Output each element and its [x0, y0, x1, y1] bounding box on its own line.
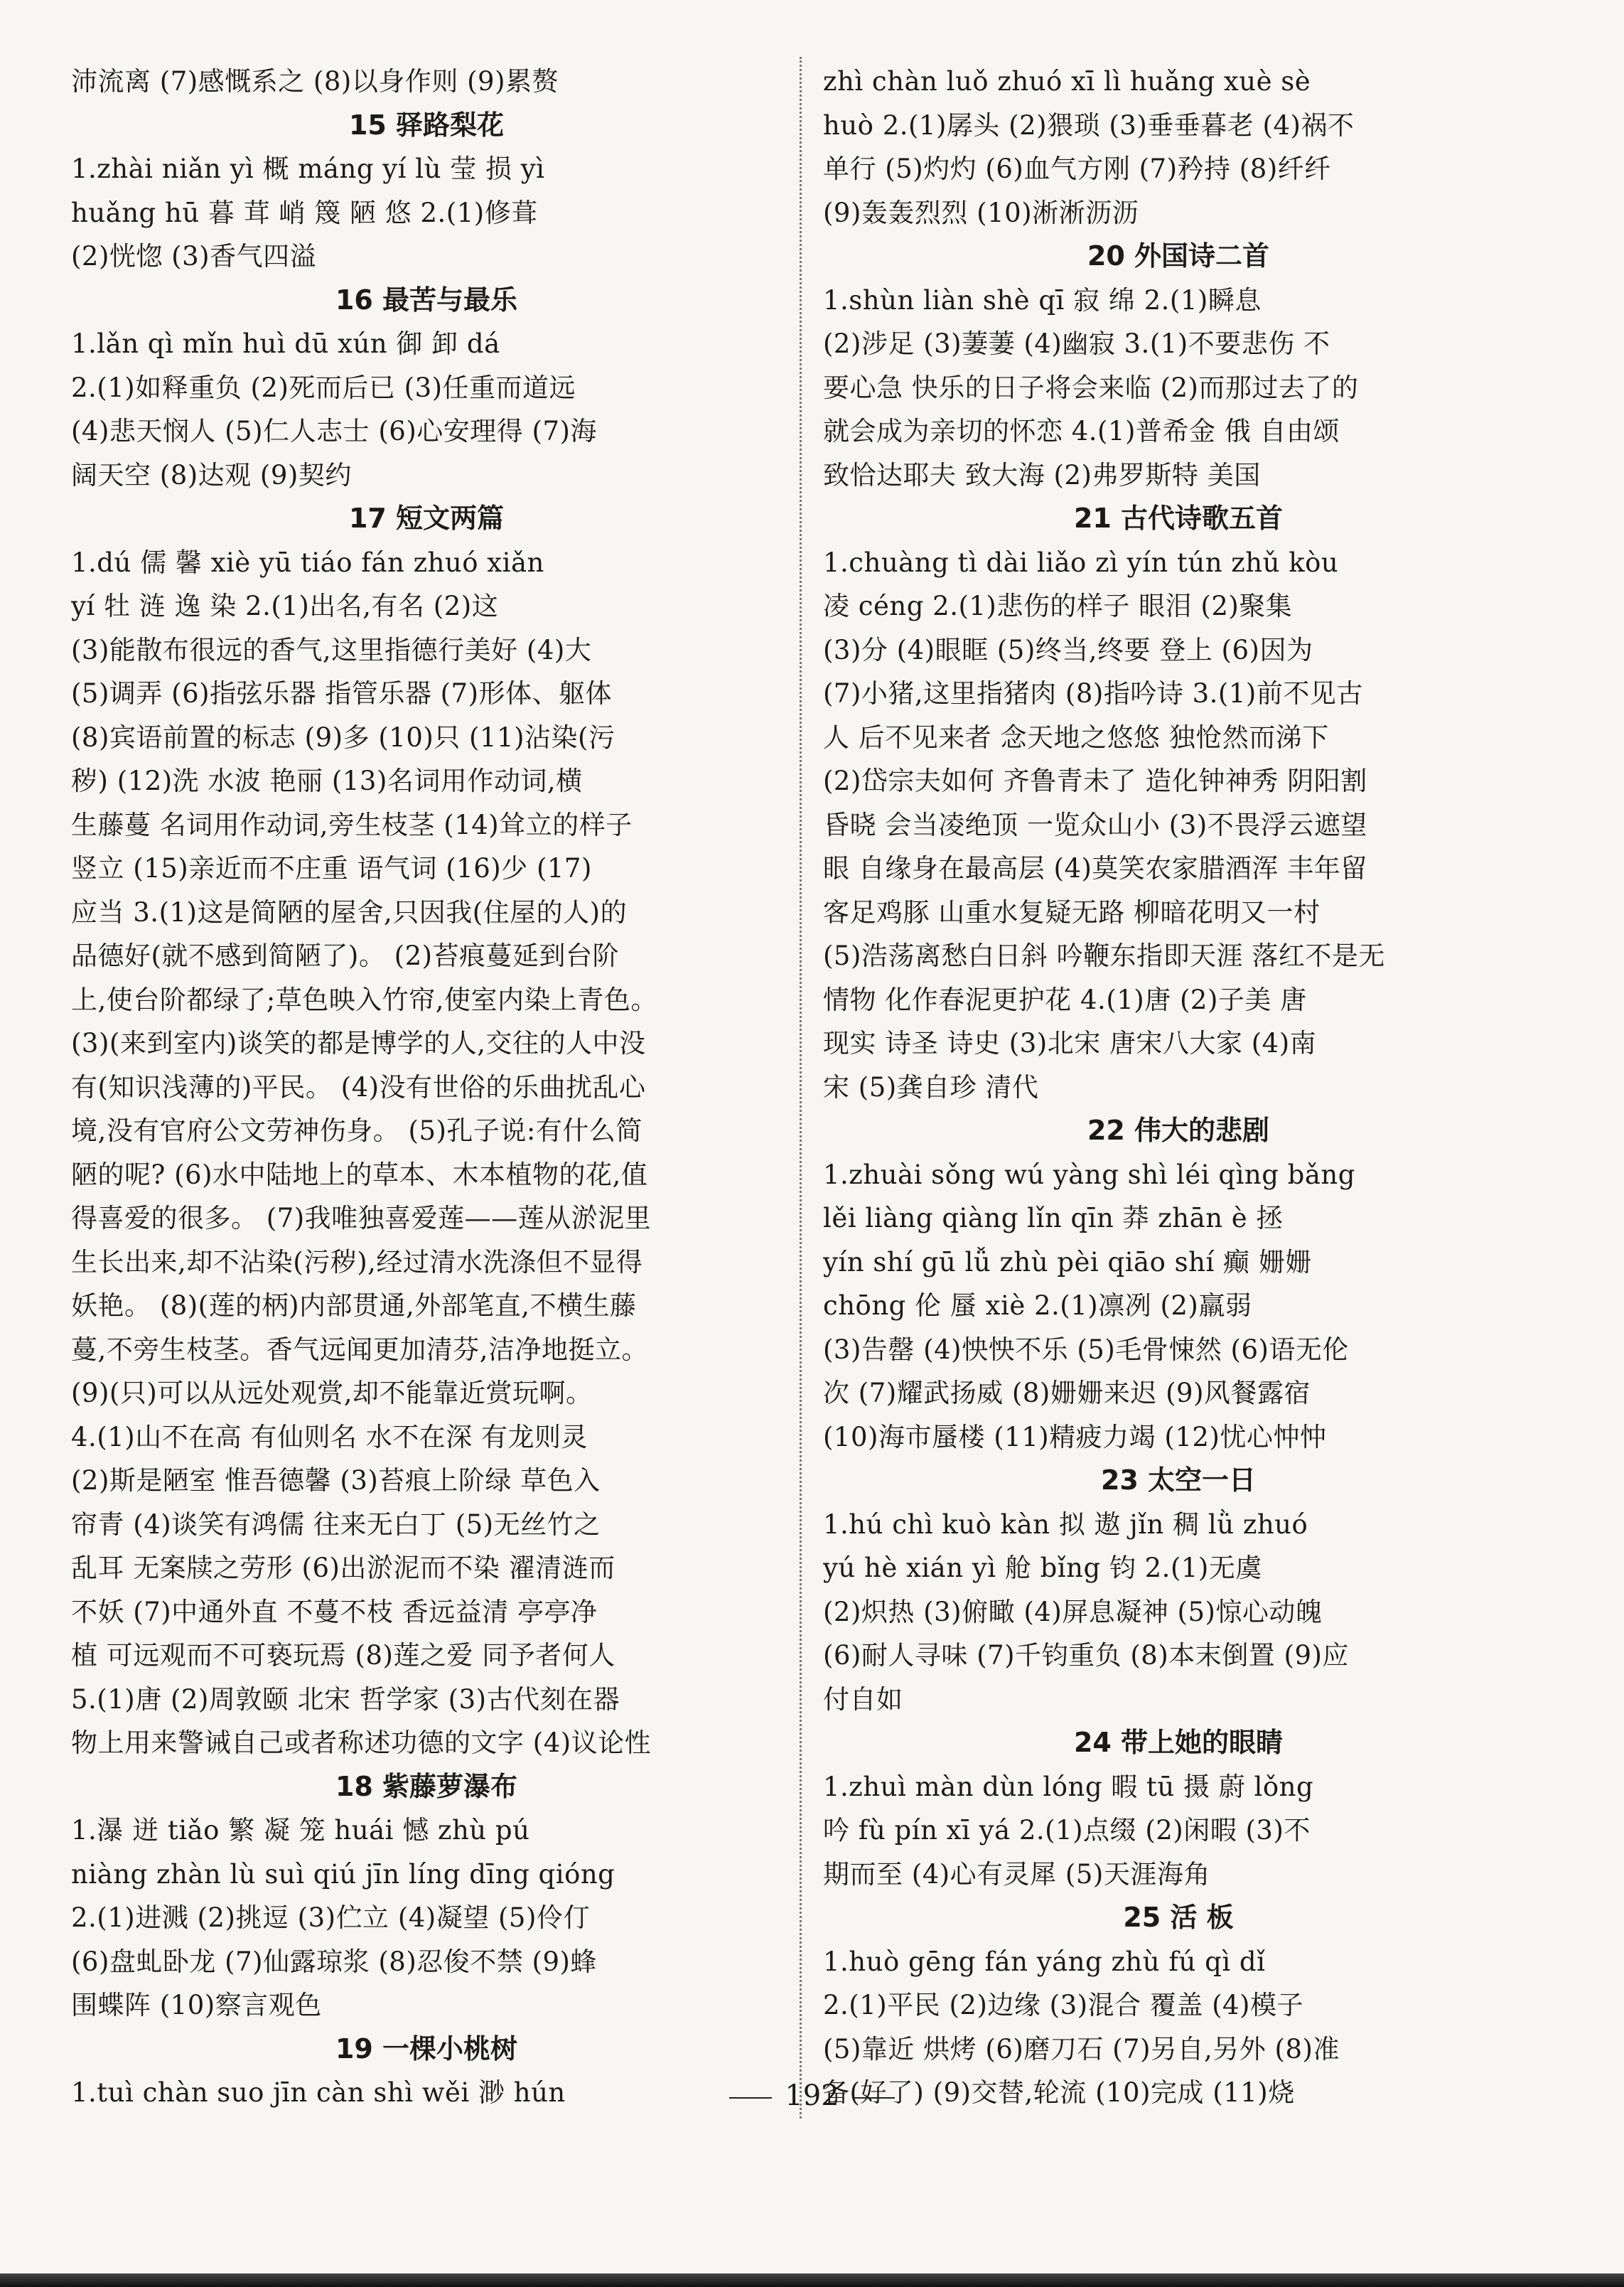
left-column [71, 60, 782, 2115]
answer-line: 单行 (5)灼灼 (6)血气方刚 (7)矜持 (8)纤纤 [823, 154, 1331, 184]
answer-line: 妖艳。 (8)(莲的柄)内部贯通,外部笔直,不横生藤 [71, 1290, 637, 1321]
answer-line: 沛流离 (7)感慨系之 (8)以身作则 (9)累赘 [71, 66, 559, 97]
answer-line: 1.zhài niǎn yì 概 máng yí lù 莹 损 yì [71, 154, 545, 184]
page-number-dash-left [729, 2097, 772, 2099]
lesson-heading: 24 带上她的眼睛 [1073, 1727, 1284, 1758]
answer-line: 围蝶阵 (10)察言观色 [71, 1990, 322, 2020]
page-number-text: 192 [785, 2079, 839, 2112]
answer-line: (6)盘虬卧龙 (7)仙露琼浆 (8)忍俊不禁 (9)蜂 [71, 1946, 597, 1977]
answer-line: 生藤蔓 名词用作动词,旁生枝茎 (14)耸立的样子 [71, 809, 633, 840]
answer-line: 1.hú chì kuò kàn 拟 遨 jǐn 稠 lǜ zhuó [823, 1509, 1308, 1540]
answer-line: (7)小猪,这里指猪肉 (8)指吟诗 3.(1)前不见古 [823, 678, 1363, 709]
answer-line: (5)浩荡离愁白日斜 吟鞭东指即天涯 落红不是无 [823, 941, 1385, 971]
lesson-heading: 21 古代诗歌五首 [1073, 503, 1284, 534]
answer-line: 1.tuì chàn suo jīn càn shì wěi 渺 hún [71, 2077, 566, 2108]
answer-line: yí 牡 涟 逸 染 2.(1)出名,有名 (2)这 [71, 591, 499, 621]
answer-line: (2)涉足 (3)萋萋 (4)幽寂 3.(1)不要悲伤 不 [823, 328, 1330, 359]
answer-line: 应当 3.(1)这是简陋的屋舍,只因我(住屋的人)的 [71, 896, 628, 928]
answer-line: yín shí gū lǚ zhù pèi qiāo shí 癫 姗姗 [823, 1246, 1312, 1278]
answer-line: 1.dú 儒 馨 xiè yū tiáo fán zhuó xiǎn [71, 547, 544, 578]
answer-line: niàng zhàn lù suì qiú jīn líng dīng qióng [71, 1858, 615, 1890]
answer-line: 1.chuàng tì dài liǎo zì yín tún zhǔ kòu [823, 547, 1339, 578]
answer-line: (2)恍惚 (3)香气四溢 [71, 241, 317, 272]
answer-line: 要心急 快乐的日子将会来临 (2)而那过去了的 [823, 372, 1359, 403]
page-number-dash-right [852, 2097, 895, 2099]
answer-line: (2)岱宗夫如何 齐鲁青未了 造化钟神秀 阴阳割 [823, 766, 1367, 796]
answer-line: (5)调弄 (6)指弦乐器 指管乐器 (7)形体、躯体 [71, 678, 613, 709]
answer-line: zhì chàn luǒ zhuó xī lì huǎng xuè sè [823, 66, 1311, 97]
answer-line: 1.huò gēng fán yáng zhù fú qì dǐ [823, 1946, 1266, 1977]
answer-line: 不妖 (7)中通外直 不蔓不枝 香远益清 亭亭净 [71, 1596, 598, 1627]
lesson-heading: 17 短文两篇 [348, 503, 505, 534]
answer-line: 蔓,不旁生枝茎。香气远闻更加清芬,洁净地挺立。 [71, 1334, 649, 1365]
answer-line: (3)能散布很远的香气,这里指德行美好 (4)大 [71, 634, 592, 665]
lesson-heading: 15 驿路梨花 [348, 109, 505, 141]
answer-line: 眼 自缘身在最高层 (4)莫笑农家腊酒浑 丰年留 [823, 853, 1367, 884]
answer-line: lěi liàng qiàng lǐn qīn 莽 zhān è 拯 [823, 1203, 1283, 1233]
answer-line: 品德好(就不感到简陋了)。 (2)苔痕蔓延到台阶 [71, 941, 620, 971]
lesson-heading: 23 太空一日 [1100, 1464, 1257, 1496]
answer-line: 秽) (12)洗 水波 艳丽 (13)名词用作动词,横 [71, 766, 583, 796]
answer-line: chōng 伦 蜃 xiè 2.(1)凛冽 (2)羸弱 [823, 1290, 1252, 1321]
answer-line: 生长出来,却不沾染(污秽),经过清水洗涤但不显得 [71, 1246, 643, 1278]
answer-line: 付自如 [823, 1683, 903, 1715]
answer-line: (5)靠近 烘烤 (6)磨刀石 (7)另自,另外 (8)准 [823, 2033, 1340, 2064]
answer-line: 2.(1)进溅 (2)挑逗 (3)伫立 (4)凝望 (5)伶仃 [71, 1902, 590, 1933]
lesson-heading: 19 一棵小桃树 [335, 2032, 518, 2064]
answer-line: 期而至 (4)心有灵犀 (5)天涯海角 [823, 1858, 1210, 1890]
answer-line: 客足鸡豚 山重水复疑无路 柳暗花明又一村 [823, 896, 1321, 928]
answer-line: (8)宾语前置的标志 (9)多 (10)只 (11)沾染(污 [71, 722, 615, 753]
answer-line: 1.zhuì màn dùn lóng 暇 tū 摄 蔚 lǒng [823, 1771, 1314, 1802]
lesson-heading: 20 外国诗二首 [1087, 240, 1270, 272]
lesson-heading: 18 紫藤萝瀑布 [335, 1770, 518, 1802]
answer-line: 陋的呢? (6)水中陆地上的草本、木本植物的花,值 [71, 1159, 648, 1190]
answer-line: 1.瀑 迸 tiǎo 繁 凝 笼 huái 憾 zhù pú [71, 1815, 530, 1846]
answer-line: 情物 化作春泥更护花 4.(1)唐 (2)子美 唐 [823, 984, 1307, 1015]
answer-line: huǎng hū 暮 茸 峭 篾 陋 悠 2.(1)修葺 [71, 197, 538, 228]
answer-line: 1.lǎn qì mǐn huì dū xún 御 卸 dá [71, 328, 500, 359]
answer-line: (3)(来到室内)谈笑的都是博学的人,交往的人中没 [71, 1028, 646, 1059]
answer-line: 1.zhuài sǒng wú yàng shì léi qìng bǎng [823, 1159, 1355, 1190]
answer-line: 4.(1)山不在高 有仙则名 水不在深 有龙则灵 [71, 1421, 588, 1452]
answer-line: 上,使台阶都绿了;草色映入竹帘,使室内染上青色。 [71, 984, 657, 1015]
answer-line: 2.(1)如释重负 (2)死而后已 (3)任重而道远 [71, 372, 576, 403]
answer-line: 2.(1)平民 (2)边缘 (3)混合 覆盖 (4)模子 [823, 1990, 1303, 2020]
answer-line: 次 (7)耀武扬威 (8)姗姗来迟 (9)风餐露宿 [823, 1378, 1311, 1408]
answer-line: 阔天空 (8)达观 (9)契约 [71, 459, 352, 491]
answer-line: 人 后不见来者 念天地之悠悠 独怆然而涕下 [823, 722, 1329, 753]
answer-line: 帘青 (4)谈笑有鸿儒 往来无白丁 (5)无丝竹之 [71, 1509, 601, 1540]
answer-line: 就会成为亲切的怀恋 4.(1)普希金 俄 自由颂 [823, 416, 1340, 446]
answer-line: (3)告罄 (4)怏怏不乐 (5)毛骨悚然 (6)语无伦 [823, 1334, 1349, 1365]
answer-line: 物上用来警诫自己或者称述功德的文字 (4)议论性 [71, 1728, 652, 1758]
answer-line: huò 2.(1)孱头 (2)猥琐 (3)垂垂暮老 (4)祸不 [823, 109, 1355, 141]
answer-line: (9)(只)可以从远处观赏,却不能靠近赏玩啊。 [71, 1378, 593, 1408]
answer-line: 有(知识浅薄的)平民。 (4)没有世俗的乐曲扰乱心 [71, 1071, 646, 1103]
answer-line: 凌 céng 2.(1)悲伤的样子 眼泪 (2)聚集 [823, 591, 1293, 621]
answer-line: 竖立 (15)亲近而不庄重 语气词 (16)少 (17) [71, 853, 592, 884]
answer-line: 1.shùn liàn shè qī 寂 绵 2.(1)瞬息 [823, 284, 1262, 316]
lesson-heading: 16 最苦与最乐 [335, 284, 518, 316]
answer-line: 得喜爱的很多。 (7)我唯独喜爱莲——莲从淤泥里 [71, 1203, 652, 1233]
answer-line: 境,没有官府公文劳神伤身。 (5)孔子说:有什么简 [71, 1115, 642, 1146]
answer-line: 5.(1)唐 (2)周敦颐 北宋 哲学家 (3)古代刻在器 [71, 1683, 620, 1715]
scan-bottom-edge [0, 2273, 1624, 2287]
answer-line: 宋 (5)龚自珍 清代 [823, 1071, 1039, 1103]
page-number [0, 2079, 1624, 2112]
answer-line: 植 可远观而不可亵玩焉 (8)莲之爱 同予者何人 [71, 1640, 615, 1671]
answer-line: 致恰达耶夫 致大海 (2)弗罗斯特 美国 [823, 459, 1261, 491]
answer-line: 吟 fù pín xī yá 2.(1)点缀 (2)闲暇 (3)不 [823, 1815, 1311, 1846]
answer-line: (2)斯是陋室 惟吾德馨 (3)苔痕上阶绿 草色入 [71, 1465, 601, 1496]
answer-line: (2)炽热 (3)俯瞰 (4)屏息凝神 (5)惊心动魄 [823, 1596, 1323, 1627]
answer-line: 乱耳 无案牍之劳形 (6)出淤泥而不染 濯清涟而 [71, 1553, 615, 1583]
answer-line: 昏晓 会当凌绝顶 一览众山小 (3)不畏浮云遮望 [823, 809, 1367, 840]
lesson-heading: 22 伟大的悲剧 [1087, 1115, 1270, 1146]
answer-line: 备(好了) (9)交替,轮流 (10)完成 (11)烧 [823, 2077, 1295, 2108]
answer-line: (10)海市蜃楼 (11)精疲力竭 (12)忧心忡忡 [823, 1421, 1327, 1452]
answer-line: (4)悲天悯人 (5)仁人志士 (6)心安理得 (7)海 [71, 416, 597, 446]
lesson-heading: 25 活 板 [1123, 1902, 1234, 1933]
column-divider [800, 57, 802, 2119]
answer-line: (9)轰轰烈烈 (10)淅淅沥沥 [823, 197, 1139, 228]
right-column [823, 60, 1534, 2115]
answer-line: yú hè xián yì 舱 bǐng 钧 2.(1)无虞 [823, 1553, 1262, 1583]
answer-line: (6)耐人寻味 (7)千钧重负 (8)本末倒置 (9)应 [823, 1640, 1349, 1671]
answer-line: (3)分 (4)眼眶 (5)终当,终要 登上 (6)因为 [823, 634, 1313, 665]
answer-line: 现实 诗圣 诗史 (3)北宋 唐宋八大家 (4)南 [823, 1028, 1317, 1059]
